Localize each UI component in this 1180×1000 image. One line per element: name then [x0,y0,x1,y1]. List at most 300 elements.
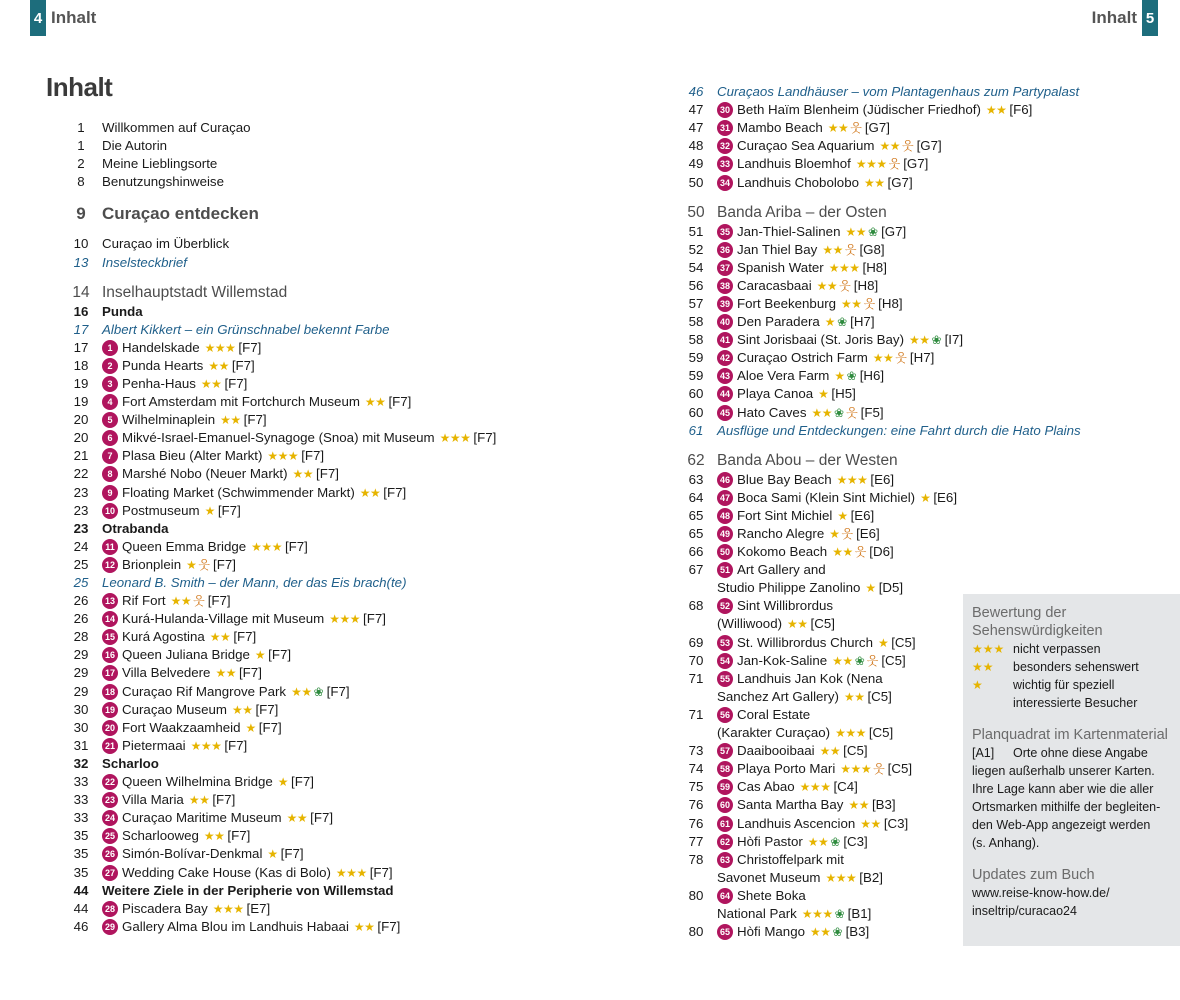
map-grid-reference: [F7] [291,774,314,790]
sight-number-badge: 52 [717,598,733,614]
toc-entry [102,447,600,465]
person-icon: 웃 [839,278,851,293]
leaf-icon: ❀ [834,906,845,921]
toc-entry-text: Den Paradera [737,314,820,330]
sight-number-badge: 46 [717,472,733,488]
star-rating-icon: ★★★ [212,901,244,916]
toc-page-number: 64 [688,489,704,505]
toc-row [60,538,600,556]
sight-number-badge: 10 [102,503,118,519]
map-grid-reference: [F7] [258,719,282,735]
toc-entry [717,119,1155,137]
toc-page-number: 20 [73,430,89,446]
map-grid-reference: [C5] [843,743,868,759]
sight-number-badge: 7 [102,448,118,464]
toc-row [60,411,600,429]
toc-row [675,137,1155,155]
star-rating-icon: ★★ [203,829,225,844]
toc-entry-text: Simón-Bolívar-Denkmal [122,846,263,862]
toc-entry-text: Sint Jorisbaai (St. Joris Bay) [737,332,905,348]
sight-number-badge: 6 [102,430,118,446]
toc-entry-text: Plasa Bieu (Alter Markt) [122,448,263,464]
star-rating-icon: ★ [245,720,256,735]
toc-page-number: 61 [688,422,704,438]
toc-page-number: 60 [688,386,704,402]
toc-entry: Willkommen auf Curaçao [102,120,251,136]
star-rating-icon: ★ [277,775,289,790]
toc-entry [102,375,600,393]
toc-page-number: 18 [73,357,89,373]
toc-entry [717,349,1155,367]
star-rating-icon: ★★ [209,630,231,645]
toc-entry [717,137,1155,155]
toc-page-number: 33 [73,774,89,790]
toc-entry-text: Kurá-Hulanda-Village mit Museum [122,611,325,627]
star-rating-icon: ★★ [848,798,869,813]
toc-page-number: 22 [73,466,89,482]
toc-page-number: 44 [73,882,89,898]
toc-page-number: 50 [687,203,705,221]
sight-number-badge: 35 [717,224,733,240]
star-rating-icon: ★★ [860,816,881,831]
toc-entry [717,223,1155,241]
person-icon: 웃 [846,405,858,420]
star-rating-icon: ★ [865,581,876,596]
rating-row-1 [972,676,1172,694]
toc-page-number: 70 [688,652,704,668]
toc-entry-text: Pietermaai [122,737,186,753]
toc-left-column [60,119,600,936]
sight-number-badge: 20 [102,720,118,736]
toc-row [60,393,600,411]
toc-page-number: 50 [688,174,704,190]
map-grid-reference: [F7] [233,629,257,645]
sight-number-badge: 47 [717,490,733,506]
toc-entry-text: Sanchez Art Gallery) [717,688,839,704]
toc-row [60,357,600,375]
toc-row [675,119,1155,137]
person-icon: 웃 [902,139,914,154]
toc-entry-text: Mikvé-Israel-Emanuel-Synagoge (Snoa) mit Museum [122,430,435,446]
map-grid-reference: [G8] [859,241,885,257]
map-grid-reference: [B3] [845,924,870,940]
toc-entry-text: Floating Market (Schwimmender Markt) [122,484,355,500]
sight-number-badge: 9 [102,485,118,501]
star-rating-icon: ★★ [827,121,849,136]
star-icon: ★★★ [972,642,1005,656]
map-grid-reference: [H8] [862,259,887,275]
toc-row [60,592,600,610]
toc-page-number: 23 [73,502,89,518]
toc-page-number: 25 [73,575,89,591]
toc-page-number: 67 [688,562,704,578]
map-grid-reference: [F7] [224,737,248,753]
toc-entry-text: Jan-Thiel-Salinen [737,223,841,239]
toc-entry-text: Kokomo Beach [737,544,828,560]
toc-row [60,502,600,520]
toc-page-number: 1 [77,120,85,136]
toc-entry [102,484,600,502]
toc-entry-text: Art Gallery and [737,562,826,578]
toc-row [60,556,600,574]
toc-entry-text: Boca Sami (Klein Sint Michiel) [737,489,916,505]
map-grid-reference: [G7] [864,120,890,136]
person-icon: 웃 [873,762,885,777]
sight-number-badge: 61 [717,816,733,832]
sight-number-badge: 42 [717,350,733,366]
grid-key: [A1] [972,746,995,760]
sight-number-badge: 59 [717,779,733,795]
map-grid-reference: [C5] [868,725,894,741]
toc-row [60,646,600,664]
leaf-icon: ❀ [854,653,865,668]
toc-page-number: 65 [688,526,704,542]
toc-page-number: 28 [73,629,89,645]
toc-page-number: 16 [73,303,89,319]
map-grid-reference: [H7] [909,350,935,366]
star-rating-icon: ★★★ [835,726,866,741]
toc-entry [102,827,600,845]
toc-entry-text: Wedding Cake House (Kas di Bolo) [122,864,331,880]
toc-page-number: 32 [73,755,89,771]
star-rating-icon: ★★ [231,702,253,717]
toc-page-number: 13 [73,254,89,270]
toc-entry [102,773,600,791]
map-grid-reference: [G7] [881,223,907,239]
toc-page-number: 26 [73,593,89,609]
toc-row [60,339,600,357]
toc-entry-text: Handelskade [122,339,200,355]
toc-entry-text: Fort Beekenburg [737,295,837,311]
map-grid-reference: [H7] [850,314,875,330]
toc-page-number: 44 [73,900,89,916]
toc-entry [717,259,1155,277]
toc-entry [717,313,1155,331]
sight-number-badge: 65 [717,924,733,940]
toc-entry-text: Penha-Haus [122,375,196,391]
toc-row [60,701,600,719]
toc-entry [102,538,600,556]
toc-entry-text: Hòfi Mango [737,924,805,940]
toc-entry-text: Coral Estate [737,706,811,722]
toc-row [60,845,600,863]
sight-number-badge: 40 [717,314,733,330]
map-grid-reference: [I7] [944,332,964,348]
toc-row [60,574,600,592]
star-rating-icon: ★★ [200,376,222,391]
toc-entry [717,331,1155,349]
grid-title: Planquadrat im Kartenmaterial [972,727,1168,743]
toc-entry-text: Curaçao Museum [122,701,227,717]
star-icon: ★ [972,678,983,692]
star-rating-icon: ★★★ [840,762,872,777]
toc-entry-text: Landhuis Ascencion [737,815,856,831]
map-grid-reference: [G7] [916,138,942,154]
sight-number-badge: 34 [717,175,733,191]
map-grid-reference: [F7] [369,864,393,880]
map-grid-reference: [F7] [473,430,497,446]
toc-entry [102,610,600,628]
toc-entry-text: Curaçao Maritime Museum [122,810,282,826]
toc-row [675,295,1155,313]
toc-entry: Otrabanda [102,520,169,536]
sight-number-badge: 22 [102,774,118,790]
toc-entry [717,385,1155,403]
rating-text: besonders sehenswert [1013,660,1139,674]
toc-entry-text: Queen Emma Bridge [122,538,247,554]
map-grid-reference: [F7] [310,810,334,826]
toc-entry-text: Jan Thiel Bay [737,241,818,257]
toc-entry-text: Shete Boka [737,887,806,903]
rating-text: interessierte Besucher [1013,696,1138,710]
toc-entry [717,101,1155,119]
toc-row [60,737,600,755]
toc-entry [717,525,1155,543]
person-icon: 웃 [866,653,879,668]
grid-text: (s. Anhang). [972,836,1040,850]
sight-number-badge: 19 [102,702,118,718]
toc-entry [102,339,600,357]
sight-number-badge: 54 [717,653,733,669]
star-rating-icon: ★★ [822,242,843,257]
sight-number-badge: 39 [717,296,733,312]
page-title: Inhalt [46,72,113,102]
toc-row [60,173,600,191]
toc-page-number: 46 [73,918,89,934]
leaf-icon: ❀ [837,315,848,330]
leaf-icon: ❀ [868,224,879,239]
toc-entry-text: Queen Juliana Bridge [122,647,250,663]
header-title-left: Inhalt [51,8,97,27]
map-grid-reference: [C4] [833,779,858,795]
toc-row [60,235,600,253]
toc-page-number: 54 [688,259,704,275]
toc-row [675,404,1155,422]
toc-entry-text: Scharlooweg [122,828,199,844]
toc-page-number: 56 [688,277,704,293]
sight-number-badge: 48 [717,508,733,524]
sight-number-badge: 41 [717,332,733,348]
star-rating-icon: ★ [254,648,266,663]
toc-entry-text: Fort Amsterdam mit Fortchurch Museum [122,394,360,410]
toc-entry [102,429,600,447]
map-grid-reference: [F7] [377,918,401,934]
toc-entry-text: Daaibooibaai [737,743,815,759]
updates-url: www.reise-know-how.de/ [972,886,1110,900]
legend-box [963,594,1180,946]
toc-entry-text: Cas Abao [737,779,795,795]
toc-entry: Banda Abou – der Westen [717,451,898,469]
toc-page-number: 68 [688,598,704,614]
toc-entry-text: Hòfi Pastor [737,833,803,849]
sight-number-badge: 62 [717,834,733,850]
map-grid-reference: [G7] [887,174,913,190]
star-rating-icon: ★★★ [825,870,857,885]
toc-entry: Weitere Ziele in der Peripherie von Willemstad [102,882,394,898]
map-grid-reference: [C5] [867,688,892,704]
toc-entry-text: Piscadera Bay [122,900,208,916]
toc-row [60,900,600,918]
toc-entry-text: National Park [717,905,797,921]
map-grid-reference: [F7] [301,448,325,464]
star-rating-icon: ★★ [215,666,236,681]
toc-page-number: 19 [73,375,89,391]
toc-entry-text: Landhuis Chobolobo [737,174,859,190]
map-grid-reference: [F7] [243,412,267,428]
toc-entry [102,864,600,882]
toc-entry: Scharloo [102,755,159,771]
toc-row [675,173,1155,191]
map-grid-reference: [F7] [388,394,412,410]
toc-row [60,628,600,646]
toc-entry [717,507,1155,525]
sight-number-badge: 24 [102,810,118,826]
toc-entry-text: Playa Canoa [737,386,814,402]
star-rating-icon: ★★ [879,139,900,154]
toc-page-number: 2 [77,156,85,172]
grid-text: liegen außerhalb unserer Karten. [972,764,1155,778]
sight-number-badge: 43 [717,368,733,384]
map-grid-reference: [F7] [227,828,251,844]
toc-row [60,429,600,447]
toc-page-number: 35 [73,846,89,862]
toc-page-number: 62 [687,451,705,469]
toc-page-number: 69 [688,634,704,650]
toc-entry [102,719,600,737]
rating-text: wichtig für speziell [1013,678,1115,692]
star-rating-icon: ★★★ [836,472,868,487]
toc-row [60,918,600,936]
star-rating-icon: ★★★ [801,906,833,921]
sight-number-badge: 31 [717,120,733,136]
map-grid-reference: [F7] [224,375,248,391]
toc-page-number: 46 [688,84,704,100]
toc-row [60,610,600,628]
map-grid-reference: [C3] [883,815,909,831]
map-grid-reference: [E6] [856,526,880,542]
toc-entry [102,900,600,918]
toc-page-number: 74 [688,761,704,777]
toc-page-number: 25 [73,556,89,572]
sight-number-badge: 58 [717,761,733,777]
toc-page-number: 66 [688,544,704,560]
star-rating-icon: ★★ [832,545,853,560]
toc-row [60,137,600,155]
map-grid-reference: [B1] [847,905,872,921]
toc-entry-text: Studio Philippe Zanolino [717,580,861,596]
toc-entry: Die Autorin [102,138,168,154]
sight-number-badge: 56 [717,707,733,723]
star-rating-icon: ★★★ [329,612,361,627]
sight-number-badge: 27 [102,865,118,881]
toc-entry-text: Aloe Vera Farm [737,368,830,384]
star-rating-icon: ★★ [292,467,314,482]
sight-number-badge: 51 [717,562,733,578]
map-grid-reference: [C3] [843,833,868,849]
toc-row [60,791,600,809]
star-rating-icon: ★★ [807,834,829,849]
sight-number-badge: 18 [102,684,118,700]
star-rating-icon: ★★★ [335,865,367,880]
map-grid-reference: [B2] [859,869,883,885]
toc-entry [102,592,600,610]
star-rating-icon: ★★ [810,925,831,940]
toc-page-number: 23 [73,484,89,500]
star-rating-icon: ★★ [909,333,930,348]
toc-page-number: 63 [688,471,704,487]
toc-page-number: 30 [73,701,89,717]
toc-page-number: 9 [76,204,86,224]
page-header-left [30,0,96,36]
sight-number-badge: 5 [102,412,118,428]
toc-row [60,155,600,173]
toc-page-number: 48 [688,138,704,154]
toc-entry-text: Rancho Alegre [737,526,825,542]
toc-entry-text: Mambo Beach [737,120,823,136]
toc-row [675,155,1155,173]
toc-page-number: 80 [688,924,704,940]
toc-entry-text: (Karakter Curaçao) [717,725,831,741]
toc-entry-text: Santa Martha Bay [737,797,844,813]
toc-row [675,241,1155,259]
toc-row [60,253,600,271]
sight-number-badge: 16 [102,647,118,663]
toc-row [675,101,1155,119]
sight-number-badge: 25 [102,828,118,844]
star-rating-icon: ★★ [843,689,865,704]
toc-page-number: 26 [73,611,89,627]
toc-entry [717,155,1155,173]
toc-entry-text: Hato Caves [737,404,807,420]
star-rating-icon: ★★★ [439,431,471,446]
toc-entry-text: Postmuseum [122,502,200,518]
toc-entry-text: Fort Sint Michiel [737,507,833,523]
toc-entry-text: Curaçao Ostrich Farm [737,350,868,366]
map-grid-reference: [E7] [246,900,271,916]
page-header-right [1092,0,1158,36]
star-rating-icon: ★★ [819,744,841,759]
toc-entry: Curaçaos Landhäuser – vom Plantagenhaus zum Partypalast [717,84,1080,100]
sight-number-badge: 29 [102,919,118,935]
toc-entry-text: Caracasbaai [737,277,812,293]
toc-page-number: 73 [688,743,704,759]
toc-entry: Ausflüge und Entdeckungen: eine Fahrt durch die Hato Plains [717,422,1081,438]
toc-entry-text: Sint Willibrordus [737,598,834,614]
toc-entry-text: Beth Haïm Blenheim (Jüdischer Friedhof) [737,102,981,118]
toc-row [60,203,600,225]
person-icon: 웃 [193,594,205,609]
toc-entry: Benutzungshinweise [102,174,224,190]
toc-page-number: 29 [73,647,89,663]
map-grid-reference: [F7] [212,792,236,808]
toc-entry: Punda [102,303,143,319]
map-grid-reference: [C5] [887,761,913,777]
map-grid-reference: [F7] [255,701,279,717]
sight-number-badge: 50 [717,544,733,560]
map-grid-reference: [F7] [231,357,255,373]
toc-row [675,259,1155,277]
toc-row [60,683,600,701]
toc-entry-text: Punda Hearts [122,357,204,373]
toc-page-number: 23 [73,520,89,536]
toc-page-number: 29 [73,665,89,681]
toc-page-number: 31 [73,737,89,753]
grid-text: Ihre Lage kann aber wie die aller [972,782,1154,796]
toc-row [60,773,600,791]
star-rating-icon: ★ [837,508,848,523]
map-grid-reference: [F7] [238,339,262,355]
toc-entry-text: Christoffelpark mit [737,851,844,867]
